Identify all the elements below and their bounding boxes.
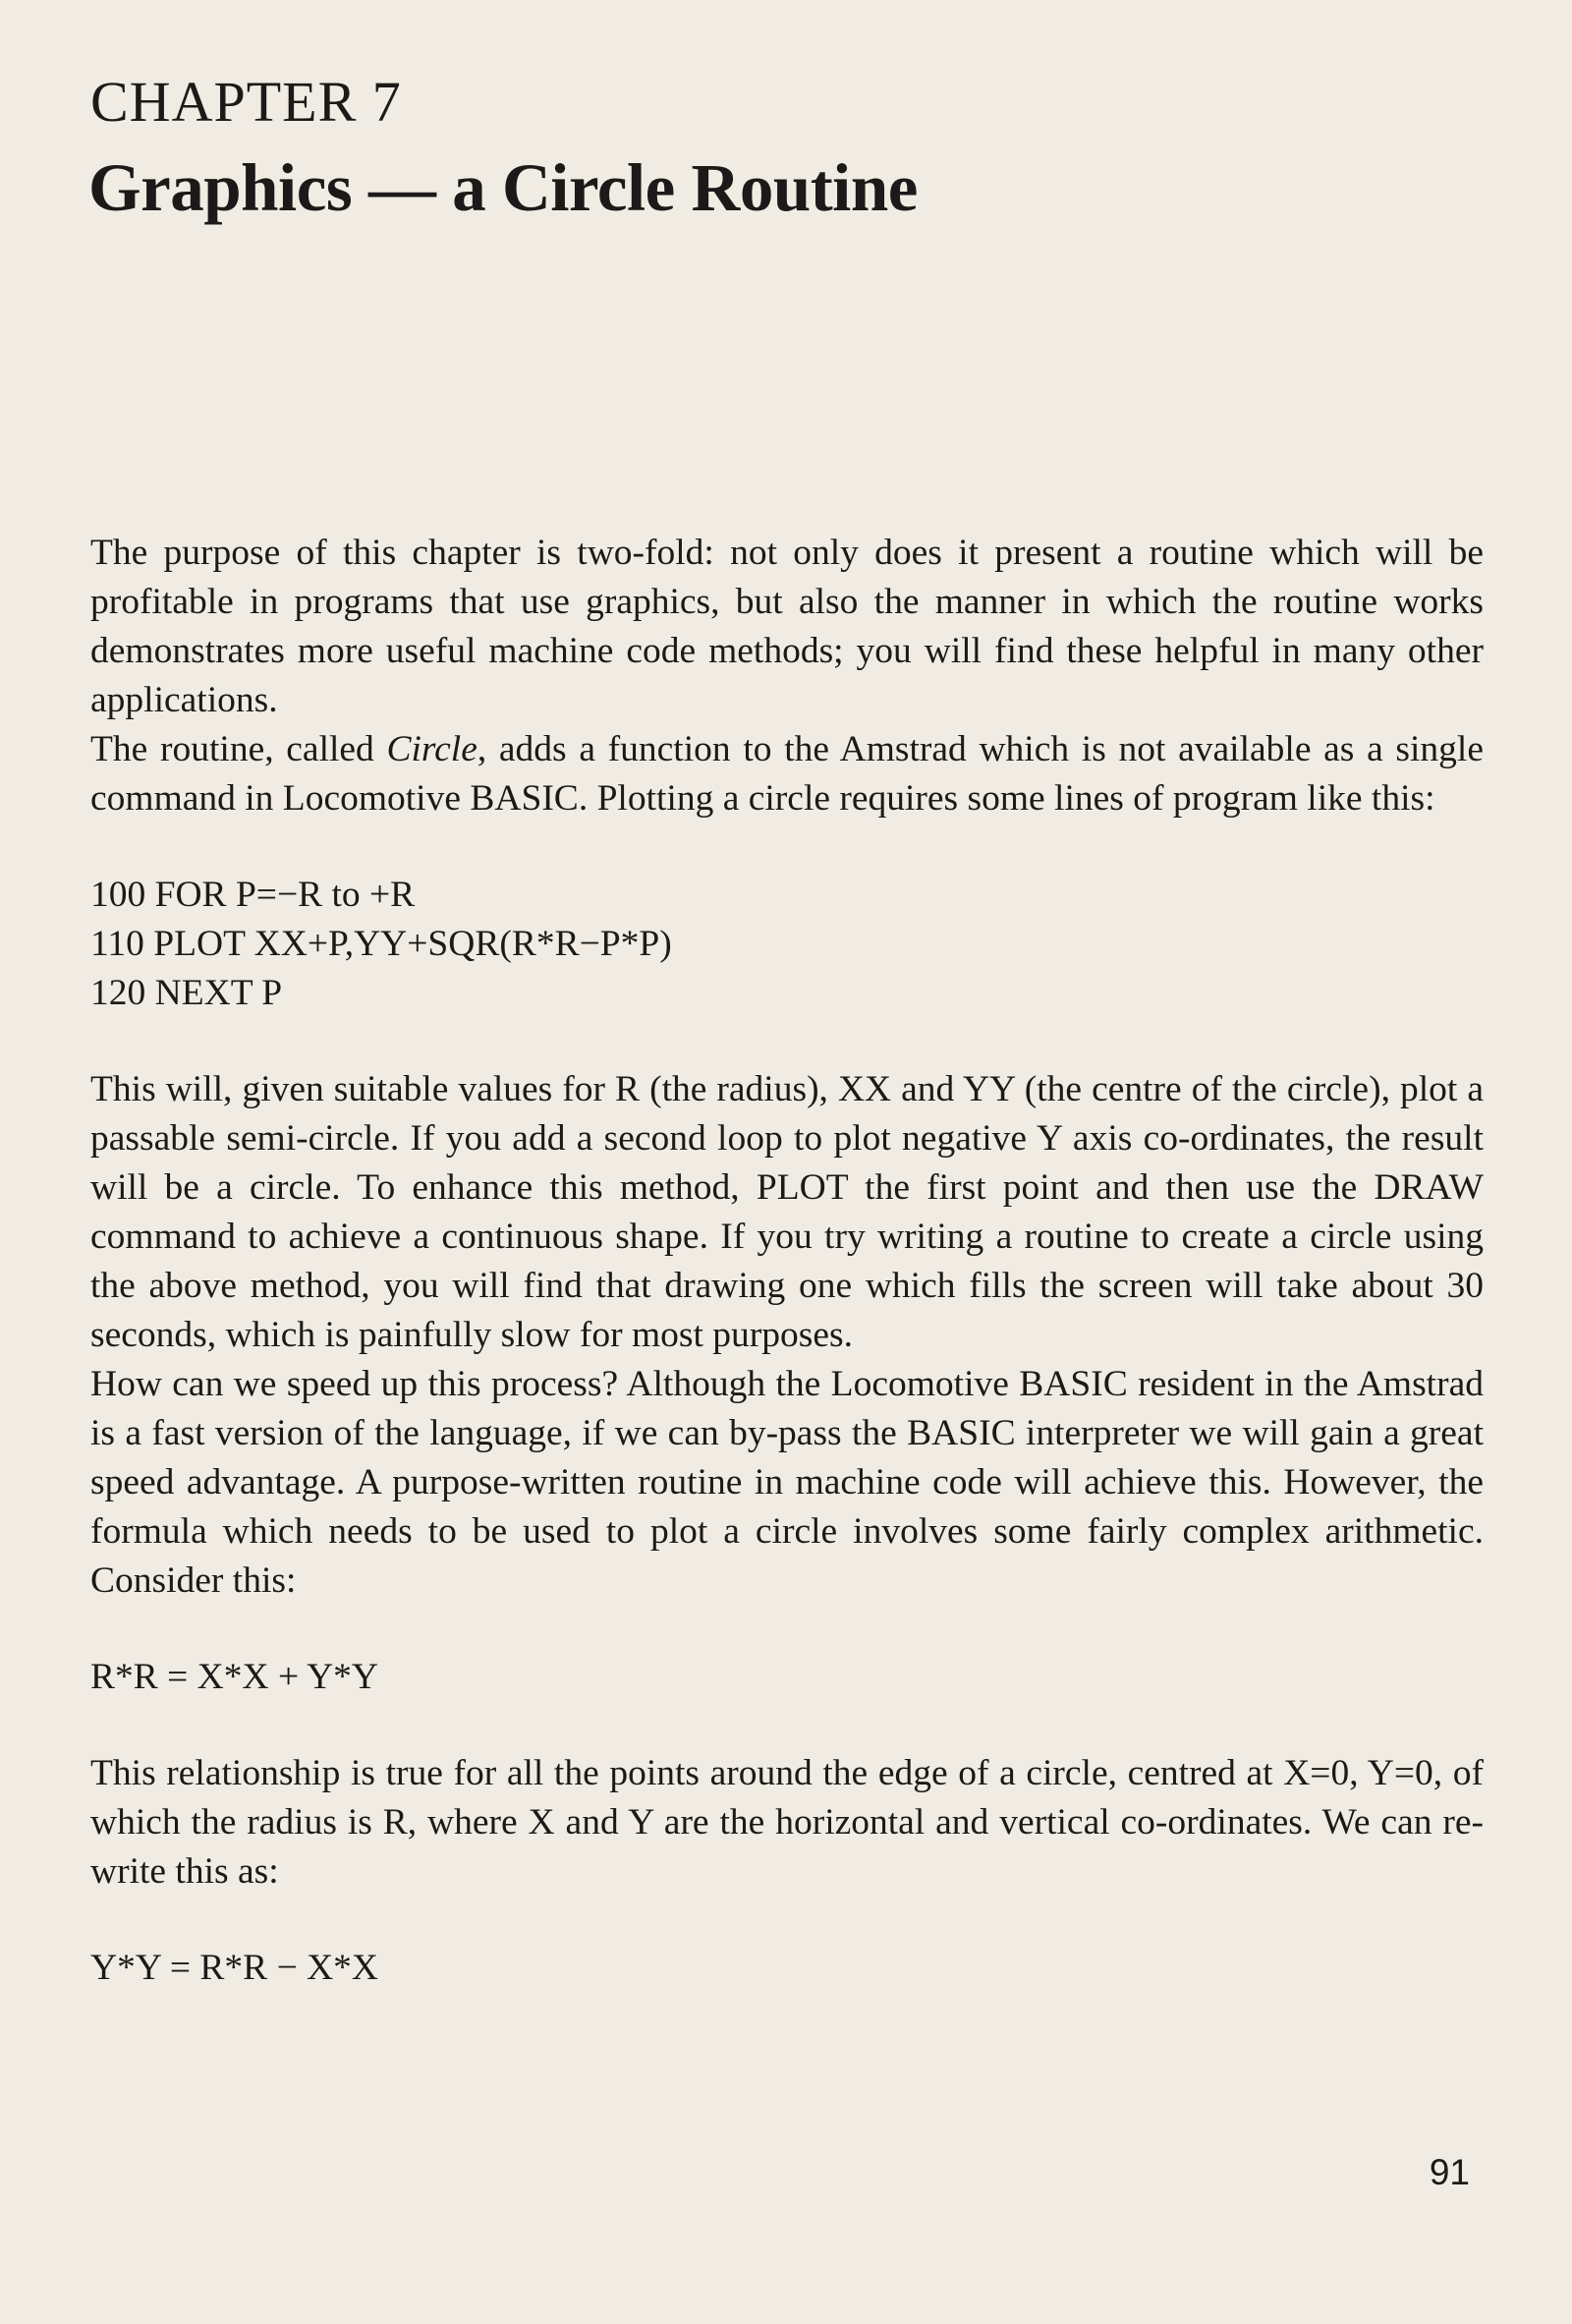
relationship-paragraph: This relationship is true for all the points around the edge of a circle, centred at X=0, Y=0, of which the radius is R, where X and Y are the horizontal and vertical co-ordinates. We can re-write this as: [90, 1753, 1484, 1892]
routine-text-end: , adds a function to the Amstrad which is not available as a single command in Locomotive BASIC. Plotting a circle requires some lines of program like this: [90, 729, 1484, 819]
spacer [90, 1018, 1484, 1065]
intro-paragraph: The purpose of this chapter is two-fold: not only does it present a routine which will be profitable in programs that use graphics, but also the manner in which the routine works demonstrates more useful machine code methods; you will find these helpful in many other applications. [90, 533, 1484, 720]
routine-name: Circle [386, 729, 477, 769]
code-line: 120 NEXT P [90, 973, 283, 1013]
rewritten-formula: Y*Y = R*R − X*X [90, 1948, 379, 1988]
basic-code-listing [90, 871, 1484, 1018]
code-line: 110 PLOT XX+P,YY+SQR(R*R−P*P) [90, 924, 672, 964]
circle-formula: R*R = X*X + Y*Y [90, 1657, 379, 1697]
spacer [90, 1897, 1484, 1944]
code-line: 100 FOR P=−R to +R [90, 875, 416, 915]
speed-paragraph: How can we speed up this process? Although the Locomotive BASIC resident in the Amstrad is a fast version of the language, if we can by-pass the BASIC interpreter we will gain a great speed advantage. A purpose-written routine in machine code will achieve this. However, the formula which needs to be used to plot a circle involves some fairly complex arithmetic. Consider this: [90, 1364, 1484, 1601]
spacer [90, 1606, 1484, 1653]
chapter-body [90, 529, 1484, 1993]
page-number: 91 [1429, 2152, 1470, 2192]
semicircle-paragraph: This will, given suitable values for R (the radius), XX and YY (the centre of the circle), plot a passable semi-circle. If you add a second loop to plot negative Y axis co-ordinates, the result will be a circle. To enhance this method, PLOT the first point and then use the DRAW command to achieve a continuous shape. If you try writing a routine to create a circle using the above method, you will find that drawing one which fills the screen will take about 30 seconds, which is painfully slow for most purposes. [90, 1069, 1484, 1355]
spacer [90, 823, 1484, 871]
chapter-title: Graphics — a Circle Routine [88, 150, 918, 225]
spacer [90, 1702, 1484, 1749]
routine-paragraph [90, 725, 1484, 823]
chapter-label: CHAPTER 7 [90, 70, 402, 134]
routine-text-start: The routine, called [90, 729, 387, 769]
